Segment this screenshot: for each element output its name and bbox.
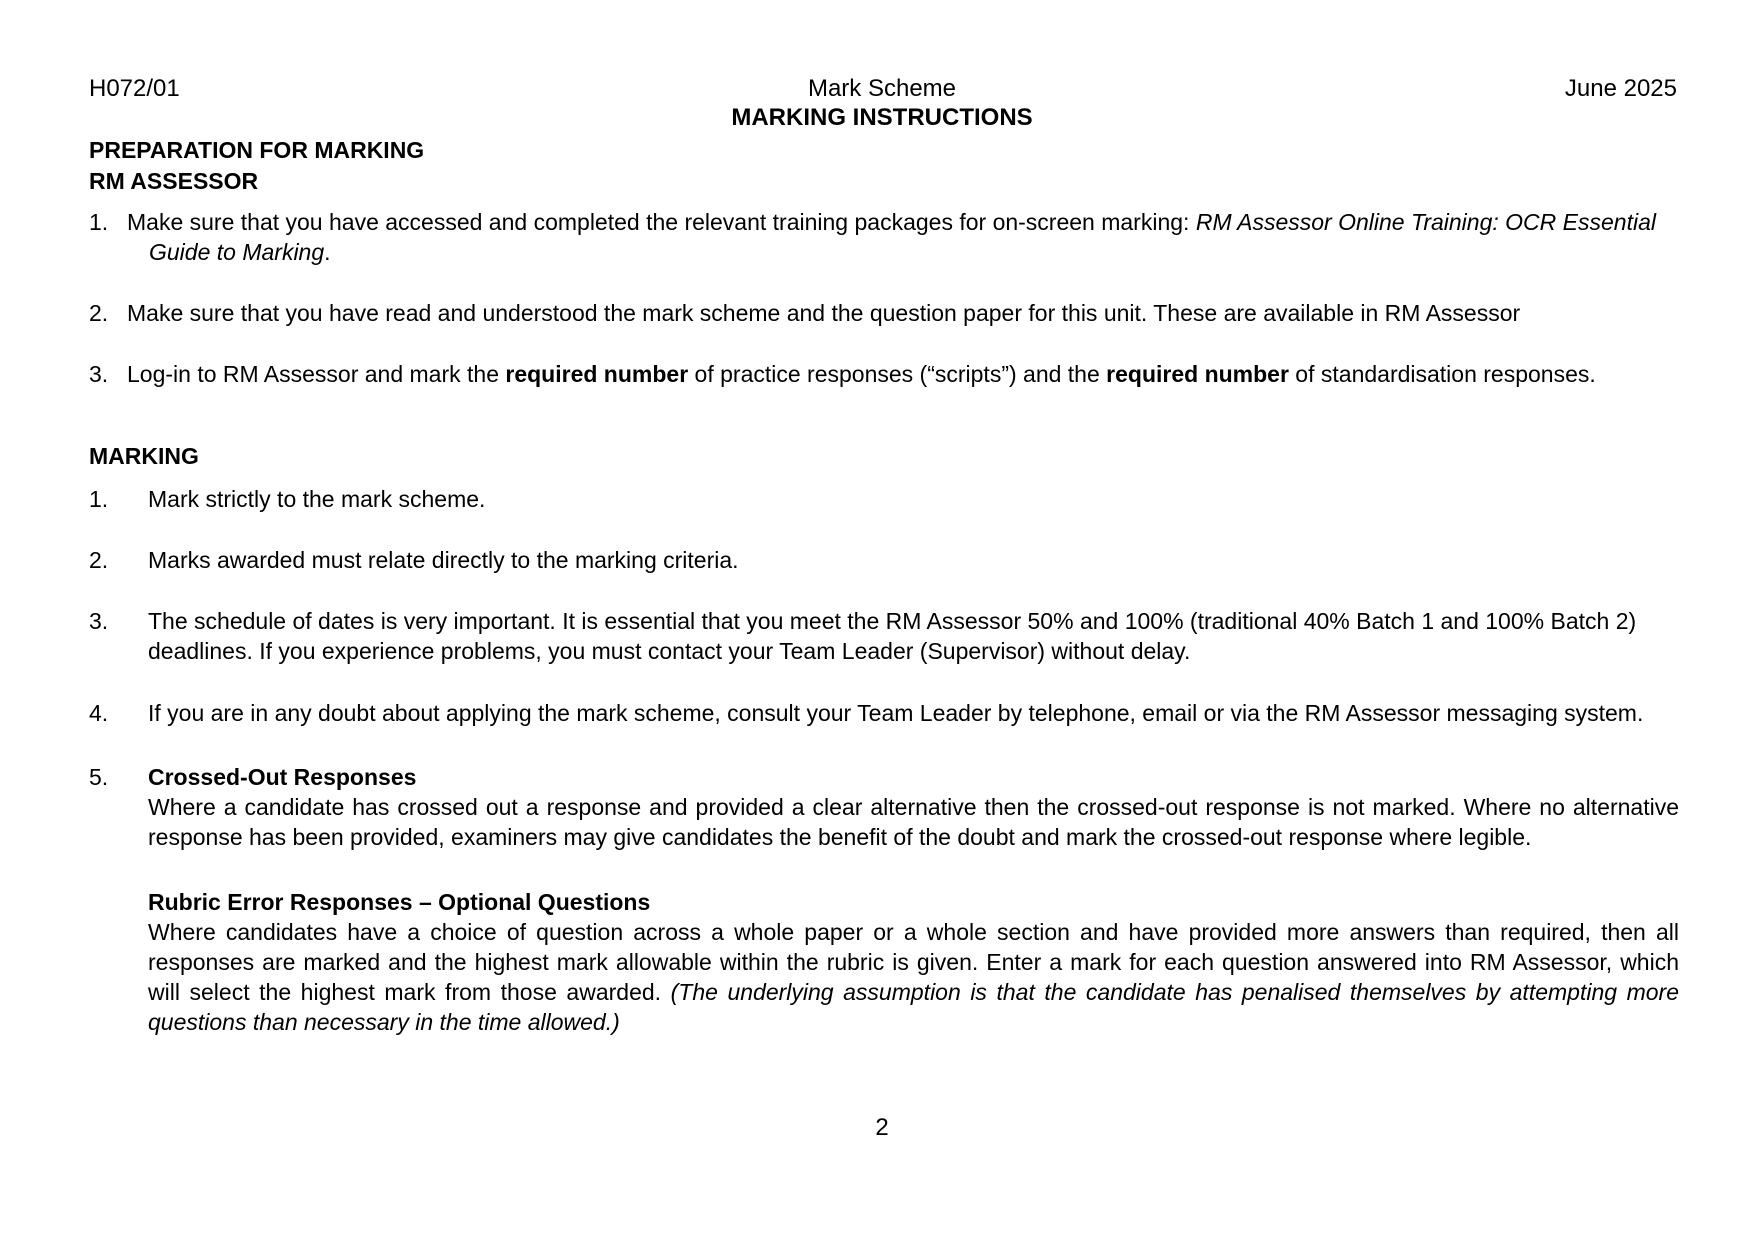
- rubric-error-text-part: Where candidates have a choice of question across a whole paper or a whole section and have provided more answers than required, then all responses are marked and the highest mark allowable within the rubric is given. Enter a mark for each question answered into RM Assessor, which will select the highest mark from those awarded.: [148, 919, 1679, 1005]
- crossed-out-text: Where a candidate has crossed out a response and provided a clear alternative then the crossed-out response is not marked. Where no alternative response has been provided, examiners may give candidates the benefit of the doubt and mark the crossed-out response where legible.: [148, 794, 1679, 850]
- item-text-part: Log-in to RM Assessor and mark the: [127, 361, 506, 387]
- rubric-error-text: [148, 917, 1679, 1037]
- item-number: 3.: [89, 361, 109, 387]
- item-number: 1.: [89, 209, 109, 235]
- page-number: 2: [875, 1114, 889, 1141]
- item-text-continued: [149, 237, 1701, 267]
- paper-code: H072/01: [89, 75, 180, 102]
- item-number: 5.: [89, 764, 109, 790]
- item-text: Marks awarded must relate directly to the marking criteria.: [148, 547, 739, 573]
- rubric-error-note: (The underlying assumption is that the candidate has penalised themselves by attempting more questions than necessary in the time allowed.): [148, 979, 1679, 1035]
- training-title: RM Assessor Online Training: OCR Essential: [1195, 209, 1656, 235]
- rm-assessor-heading: RM ASSESSOR: [89, 168, 259, 194]
- rubric-error-title: Rubric Error Responses – Optional Questions: [148, 889, 651, 915]
- item-number: 2.: [89, 300, 109, 326]
- page-title: MARKING INSTRUCTIONS: [731, 104, 1033, 131]
- item-number: 4.: [89, 700, 109, 726]
- item-text: [127, 207, 1679, 237]
- item-text-part: .: [324, 239, 331, 265]
- training-title-continued: Guide to Marking: [149, 239, 325, 265]
- document-type: Mark Scheme: [807, 75, 957, 102]
- item-number: 3.: [89, 608, 109, 634]
- item-number: 2.: [89, 547, 109, 573]
- crossed-out-title: Crossed-Out Responses: [148, 764, 417, 790]
- prep-heading: PREPARATION FOR MARKING: [89, 137, 425, 163]
- emphasis-text: required number: [1106, 361, 1289, 387]
- item-text: Make sure that you have read and understood the mark scheme and the question paper for this unit. These are available in RM Assessor: [127, 300, 1521, 326]
- item-text-part: of practice responses (“scripts”) and the: [688, 361, 1107, 387]
- emphasis-text: required number: [505, 361, 689, 387]
- item-text: Mark strictly to the mark scheme.: [148, 486, 486, 512]
- exam-date: June 2025: [1564, 75, 1677, 102]
- item-text: [127, 359, 1679, 389]
- item-text-part: of standardisation responses.: [1288, 361, 1596, 387]
- item-number: 1.: [89, 486, 109, 512]
- item-text-line: deadlines. If you experience problems, you must contact your Team Leader (Supervisor) without delay.: [148, 638, 1191, 664]
- item-text: [148, 606, 1679, 666]
- marking-heading: MARKING: [89, 443, 199, 469]
- item-content: [148, 762, 1679, 1037]
- item-text: If you are in any doubt about applying the mark scheme, consult your Team Leader by telephone, email or via the RM Assessor messaging system.: [148, 700, 1644, 726]
- item-text-line: The schedule of dates is very important. It is essential that you meet the RM Assessor 50% and 100% (traditional 40% Batch 1 and 100% Batch 2): [148, 608, 1637, 634]
- item-text-part: Make sure that you have accessed and completed the relevant training packages for on-screen marking:: [127, 209, 1196, 235]
